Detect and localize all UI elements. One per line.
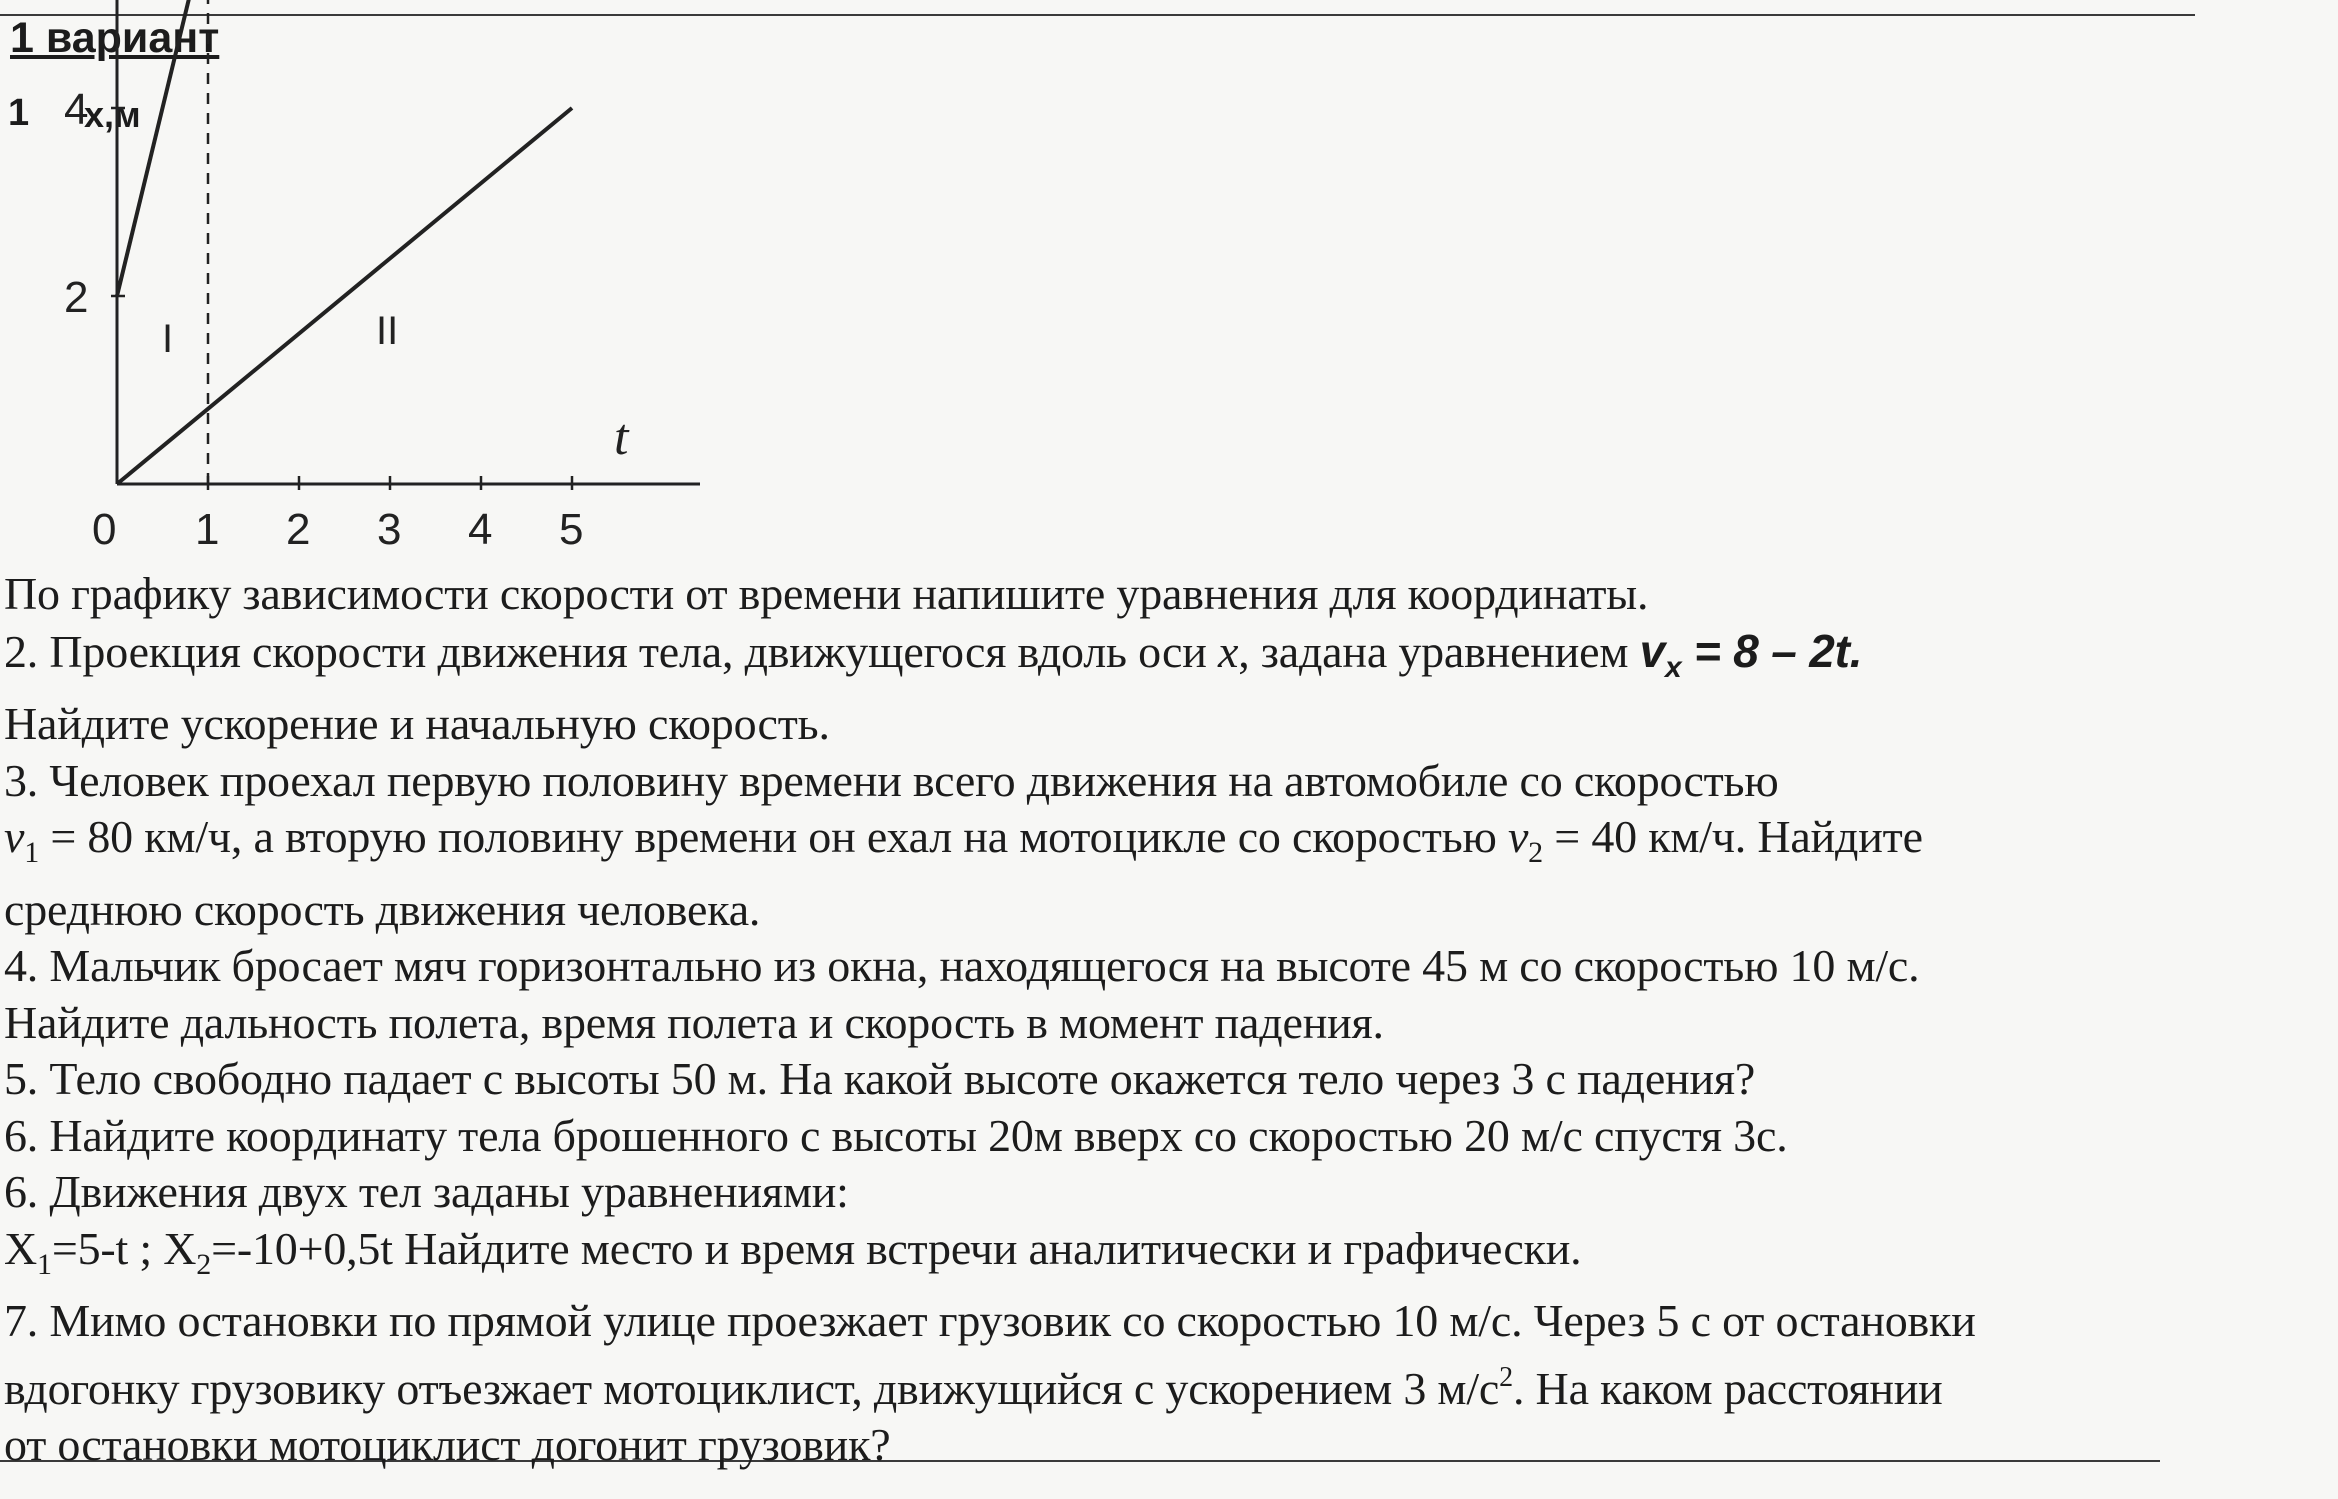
task-1-number: 1 [8,92,30,134]
task-7-line-1: 7. Мимо остановки по прямой улице проезжает грузовик со скоростью 10 м/с. Через 5 с от остановки [4,1295,1976,1346]
task-5-text: 5. Тело свободно падает с высоты 50 м. На какой высоте окажется тело через 3 с падения? [4,1053,1756,1104]
x-tick-label-4: 4 [468,505,493,554]
x-tick-label-5: 5 [559,505,584,554]
y-tick-label-4: 4 [64,85,89,134]
task-2-line-1: 2. Проекция скорости движения тела, движущегося вдоль оси x, задана уравнением $v_x = 8 - 2t$. [4,624,1863,684]
x-tick-label-2: 2 [286,505,311,554]
y-tick-label-2: 2 [64,273,89,322]
series-label-II: II [376,309,399,353]
chart-series [117,0,572,484]
x-tick-label-0: 0 [92,505,117,554]
task-4-line-2: Найдите дальность полета, время полета и скорость в момент падения. [4,996,1384,1048]
task-3-line-3: среднюю скорость движения человека. [4,883,761,935]
series-label-I: I [162,317,174,361]
chart-axes [117,0,700,493]
task-7-line-2: вдогонку грузовику отъезжает мотоциклист, движущийся с ускорением 3 $м/с^2$. На каком расстоянии [4,1361,1943,1414]
task-text [4,566,2244,1474]
chart-ticks [64,0,583,554]
x-tick-label-3: 3 [377,505,402,554]
task-2-line-2: Найдите ускорение и начальную скорость. [4,698,830,749]
task-6b-line-1: 6. Движения двух тел заданы уравнениями: [4,1166,849,1217]
task-3-line-2: $v_1 = 80$ км/ч, а вторую половину времени он ехал на мотоцикле со скоростью $v_2 = 40$ км/ч. Найдите [4,811,1923,869]
y-axis-label: x,м [84,94,141,135]
series-line-II [117,108,572,484]
position-time-chart [0,0,700,560]
task-6a-text: 6. Найдите координату тела брошенного с высоты 20м вверх со скоростью 20 м/с спустя 3с. [4,1109,1788,1161]
task-6b-line-2: $X_1=5-t$ ; $X_2=-10+0,5t$ Найдите место и время встречи аналитически и графически. [4,1222,1582,1281]
task-7-line-3: от остановки мотоциклист догонит грузовик? [4,1419,891,1470]
series-line-I [117,0,208,296]
velocity-equation: $v_x = 8 - 2t$. [1639,624,1863,684]
task-4-line-1: 4. Мальчик бросает мяч горизонтально из окна, находящегося на высоте 45 м со скоростью 10 м/с. [4,940,1920,991]
x-tick-label-1: 1 [195,505,220,554]
x-axis-label: t [614,409,629,466]
task-1-text: По графику зависимости скорости от времени напишите уравнения для координаты. [4,568,1649,619]
variant-title: 1 вариант [10,14,220,62]
task-3-line-1: 3. Человек проехал первую половину времени всего движения на автомобиле со скоростью [4,754,1779,806]
